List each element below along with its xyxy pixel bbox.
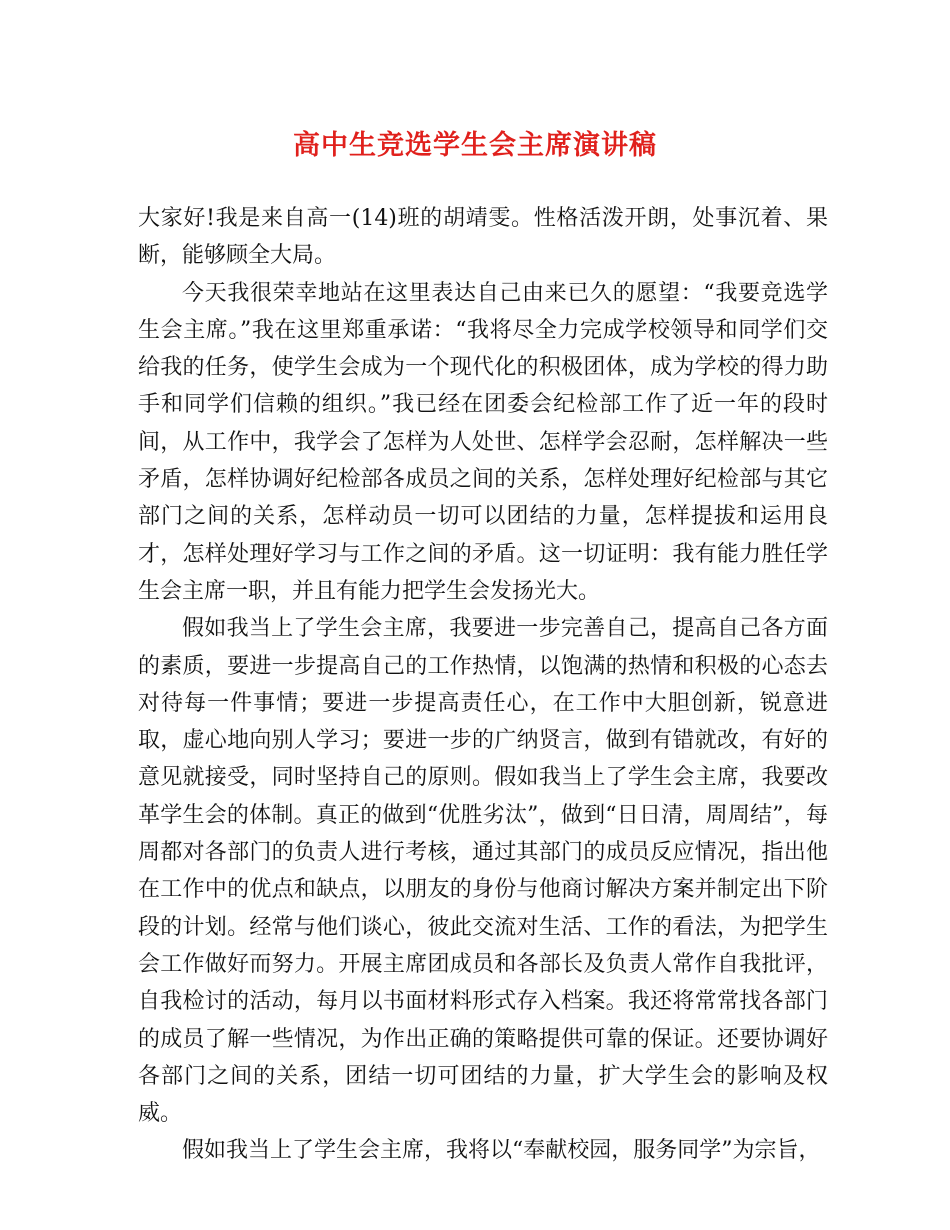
paragraph-purpose: 假如我当上了学生会主席，我将以“奉献校园，服务同学”为宗旨， <box>182 1138 821 1164</box>
paragraph-plans: 假如我当上了学生会主席，我要进一步完善自己，提高自己各方面的素质，要进一步提高自己的工作热情，以饱满的热情和积极的心态去对待每一件事情；要进一步提高责任心，在工作中大胆创新，锐意进取，虚心地向别人学习；要进一步的广纳贤言，做到有错就改，有好的意见就接受，同时坚持自己的原则。假如我当上了学生会主席，我要改革学生会的体制。真正的做到“优胜劣汰”，做到“日日清，周周结”，每周都对各部门的负责人进行考核，通过其部门的成员反应情况，指出他在工作中的优点和缺点，以朋友的身份与他商讨解决方案并制定出下阶段的计划。经常与他们谈心，彼此交流对生活、工作的看法，为把学生会工作做好而努力。开展主席团成员和各部长及负责人常作自我批评，自我检讨的活动，每月以书面材料形式存入档案。我还将常常找各部门的成员了解一些情况，为作出正确的策略提供可靠的保证。还要协调好各部门之间的关系，团结一切可团结的力量，扩大学生会的影响及权威。 <box>138 616 828 1127</box>
paragraph-aspiration: 今天我很荣幸地站在这里表达自己由来已久的愿望：“我要竞选学生会主席。”我在这里郑重承诺：“我将尽全力完成学校领导和同学们交给我的任务，使学生会成为一个现代化的积极团体，成为学校的得力助手和同学们信赖的组织。”我已经在团委会纪检部工作了近一年的段时间，从工作中，我学会了怎样为人处世、怎样学会忍耐，怎样解决一些矛盾，怎样协调好纪检部各成员之间的关系，怎样处理好纪检部与其它部门之间的关系，怎样动员一切可以团结的力量，怎样提拔和运用良才，怎样处理好学习与工作之间的矛盾。这一切证明：我有能力胜任学生会主席一职，并且有能力把学生会发扬光大。 <box>138 280 828 604</box>
document-body <box>138 200 828 1170</box>
paragraph-intro: 大家好!我是来自高一(14)班的胡靖雯。性格活泼开朗，处事沉着、果断，能够顾全大局。 <box>138 206 828 269</box>
document-title: 高中生竞选学生会主席演讲稿 <box>293 130 657 161</box>
